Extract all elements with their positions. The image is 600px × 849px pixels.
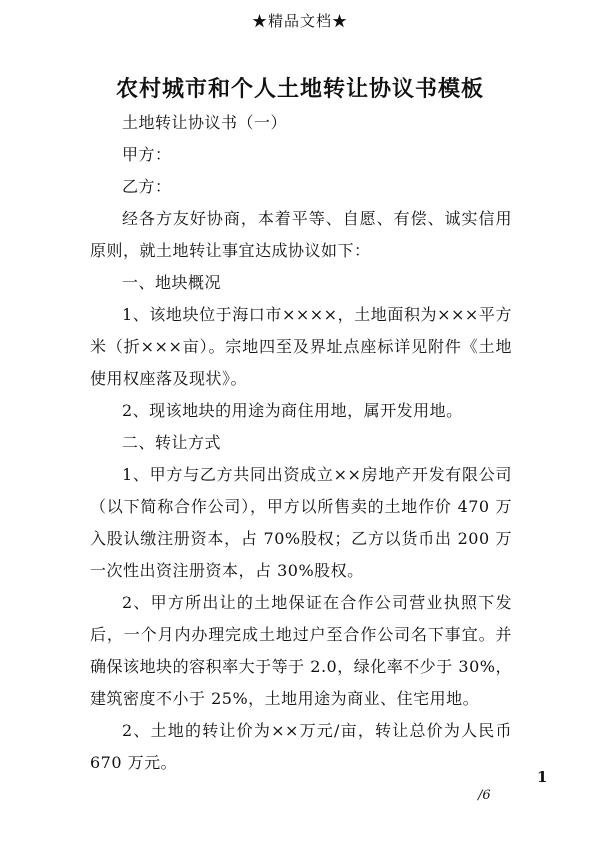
subtitle: 土地转让协议书（一）: [122, 113, 288, 132]
clause-2-2: 2、甲方所出让的土地保证在合作公司营业执照下发后，一个月内办理完成土地过户至合作公司名下事宜。并确保该地块的容积率大于等于 2.0，绿化率不少于 30%，建筑密度不小于 25%，土地用途为商业、住宅用地。: [90, 593, 512, 708]
clause-2-3: 2、土地的转让价为××万元/亩，转让总价为人民币 670 万元。: [90, 721, 512, 772]
clause-1-1: 1、该地块位于海口市××××，土地面积为×××平方米（折×××亩）。宗地四至及界址点座标详见附件《土地使用权座落及现状》。: [90, 305, 512, 388]
page-number: 1: [537, 768, 548, 786]
document-title: 农村城市和个人土地转让协议书模板: [115, 76, 484, 102]
section-heading-1: 一、地块概况: [122, 273, 222, 292]
page-total: /6: [478, 788, 491, 803]
clause-1-2: 2、现该地块的用途为商住用地，属开发用地。: [122, 401, 463, 420]
party-a-line: 甲方：: [122, 145, 172, 164]
preamble-paragraph: 经各方友好协商，本着平等、自愿、有偿、诚实信用原则，就土地转让事宜达成协议如下：: [90, 209, 512, 260]
header-mark: ★精品文档★: [251, 12, 348, 30]
section-heading-2: 二、转让方式: [122, 433, 222, 452]
party-b-line: 乙方：: [122, 177, 172, 196]
document-body: [90, 107, 512, 779]
clause-2-1: 1、甲方与乙方共同出资成立××房地产开发有限公司（以下简称合作公司），甲方以所售卖的土地作价 470 万入股认缴注册资本，占 70%股权；乙方以货币出 200 万一次性出资注册资本，占 30%股权。: [90, 465, 512, 580]
